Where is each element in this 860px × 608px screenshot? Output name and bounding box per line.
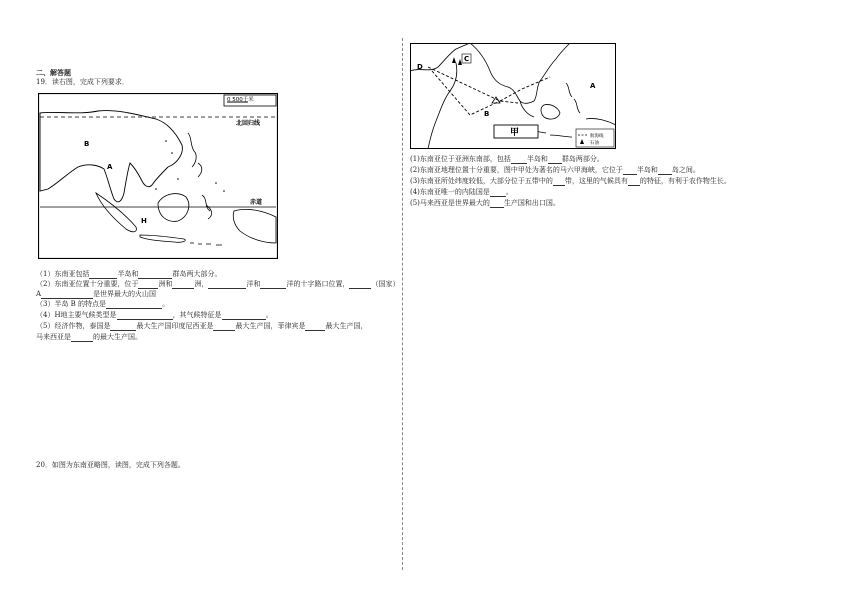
answer-blank[interactable] [138, 271, 172, 279]
q19-item-2: （2）东南亚位置十分重要，位于 洲和 洲， 洋和 洋的十字路口位置， （国家） [36, 280, 400, 288]
answer-blank[interactable] [490, 189, 506, 197]
q19-item-5: （5）经济作物，泰国是 最大生产国印度尼西亚是 最大生产国，菲律宾是 最大生产国， [36, 322, 368, 330]
answer-blank[interactable] [305, 323, 325, 331]
q19-item-4: （4）H地主要气候类型是 ，其气候特征是 。 [36, 311, 273, 319]
answer-blank[interactable] [213, 323, 235, 331]
q20-map [410, 43, 616, 149]
equator-label: 赤道 [250, 199, 263, 206]
q19-stem: 19．读右图，完成下列要求． [36, 78, 129, 86]
scale-label: 0 500千米 [227, 97, 254, 103]
tropic-label: 北回归线 [236, 120, 261, 127]
answer-blank[interactable] [110, 323, 136, 331]
q20-item-2: (2)东南亚地理位置十分重要，图中甲处为著名的马六甲海峡，它位于 半岛和 岛之间。 [410, 166, 700, 174]
answer-blank[interactable] [208, 281, 246, 289]
answer-blank[interactable] [658, 167, 672, 175]
answer-blank[interactable] [349, 281, 371, 289]
answer-blank[interactable] [548, 156, 562, 164]
answer-blank[interactable] [490, 200, 504, 208]
answer-blank[interactable] [553, 178, 565, 186]
q20-item-3: (3)东南亚所处纬度较低，大部分位于五带中的 带，这里的气候具有 的特征，有利于农作物生长。 [410, 177, 731, 185]
q19-item-3: （3）半岛 B 的特点是 。 [36, 300, 170, 308]
section-title: 二、解答题 [36, 68, 71, 77]
q20-stem: 20．如图为东南亚略图，读图，完成下列各题。 [36, 461, 185, 469]
q20-item-1: (1)东南亚位于亚洲东南部，包括 半岛和 群岛两部分。 [410, 155, 604, 163]
q20-item-5: (5)马来西亚是世界最大的 生产国和出口国。 [410, 199, 560, 207]
answer-blank[interactable] [222, 312, 266, 320]
answer-blank[interactable] [628, 178, 640, 186]
answer-blank[interactable] [623, 167, 637, 175]
map-label-b: B [84, 140, 90, 148]
answer-blank[interactable] [138, 281, 158, 289]
answer-blank[interactable] [89, 271, 117, 279]
answer-blank[interactable] [41, 291, 93, 299]
q20-label-b: B [484, 110, 490, 118]
q20-label-d: D [417, 63, 423, 71]
answer-blank[interactable] [511, 156, 527, 164]
column-divider [402, 38, 403, 570]
answer-blank[interactable] [117, 312, 173, 320]
q20-label-jia: 甲 [510, 128, 520, 138]
q19-item-2b: A 是世界最大的火山国 [36, 290, 157, 298]
answer-blank[interactable] [106, 301, 162, 309]
q19-item-1: （1）东南亚包括 半岛和 群岛两大部分。 [36, 270, 222, 278]
map-label-h: H [141, 217, 147, 225]
q20-label-a: A [590, 82, 596, 90]
legend-mine-label: 石油 [590, 141, 599, 146]
map-label-a: A [107, 163, 113, 171]
q19-item-5b: 马来西亚是 的最大生产国。 [36, 333, 142, 341]
answer-blank[interactable] [172, 281, 194, 289]
q20-label-c: C [464, 55, 470, 63]
q20-item-4: (4)东南亚唯一的内陆国是 。 [410, 188, 513, 196]
q19-map [38, 93, 278, 259]
legend-route-label: 航海线 [590, 134, 604, 139]
answer-blank[interactable] [260, 281, 286, 289]
answer-blank[interactable] [71, 334, 93, 342]
